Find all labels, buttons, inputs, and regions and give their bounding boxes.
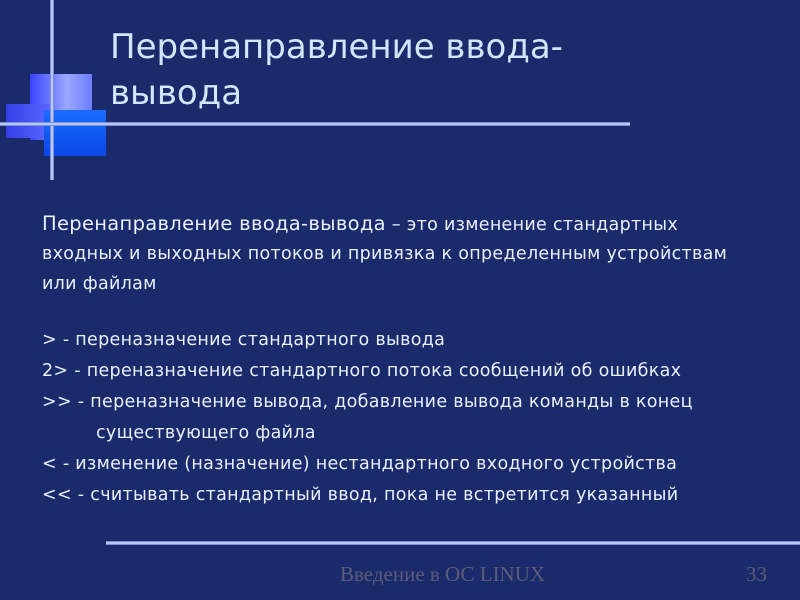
- list-item-text: - переназначение вывода, добавление вывода команды в конец: [71, 392, 693, 412]
- redirect-symbol: <<: [42, 485, 72, 505]
- redirect-symbol: >: [42, 330, 57, 350]
- list-item: [42, 325, 798, 356]
- slide-title: Перенаправление ввода-вывода: [110, 27, 563, 113]
- decor-bottom-line: [106, 541, 800, 545]
- definition-line-1: [42, 208, 798, 239]
- definition-term: Перенаправление ввода-вывода: [42, 212, 386, 235]
- list-item: [42, 480, 798, 511]
- decor-vertical-line: [50, 0, 54, 180]
- redirect-symbol: <: [42, 454, 57, 474]
- list-item-text: существующего файла: [96, 423, 316, 443]
- page-number: 33: [746, 562, 767, 586]
- list-item: [42, 356, 798, 387]
- list-item-text: - изменение (назначение) нестандартного входного устройства: [56, 454, 678, 474]
- list-item: [42, 387, 798, 418]
- definition-line-2: входных и выходных потоков и привязка к определенным устройствам: [42, 244, 728, 264]
- slide-content: [42, 208, 798, 511]
- list-item-continuation: [42, 418, 798, 449]
- list-item: [42, 449, 798, 480]
- list-item-text: - считывать стандартный ввод, пока не встретится указанный: [71, 485, 679, 505]
- definition-line-3: или файлам: [42, 274, 157, 294]
- redirect-symbol: >>: [42, 392, 72, 412]
- redirect-symbol: 2>: [42, 361, 69, 381]
- slide-footer: Введение в ОС LINUX: [340, 562, 546, 586]
- list-item-text: - переназначение стандартного вывода: [56, 330, 446, 350]
- decor-horizontal-line: [0, 122, 630, 126]
- list-item-text: - переназначение стандартного потока сообщений об ошибках: [68, 361, 682, 381]
- definition-text: – это изменение стандартных: [385, 215, 678, 235]
